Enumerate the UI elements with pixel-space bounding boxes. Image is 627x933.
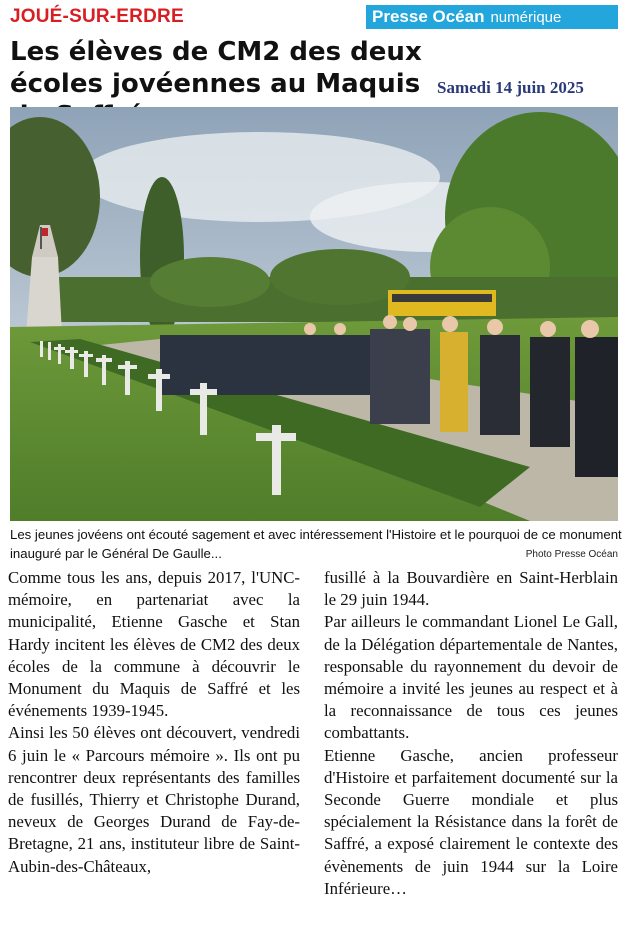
paragraph: Par ailleurs le commandant Lionel Le Gall, de la Délégation départementale de Nantes, responsable du rayonnement du devoir de mémoire a invité les jeunes au respect et à la reconnaissance de tous ces jeunes combattants. bbox=[324, 612, 618, 743]
section-kicker: JOUÉ-SUR-ERDRE bbox=[10, 6, 184, 27]
photo-credit: Photo Presse Océan bbox=[525, 549, 618, 560]
photo-caption: Les jeunes jovéens ont écouté sagement et avec intéressement l'Histoire et le pourquoi de ce monument inauguré par le Général De Gaulle... bbox=[10, 527, 622, 561]
article-column-2 bbox=[324, 567, 618, 900]
article-photo bbox=[10, 107, 618, 521]
publication-date: Samedi 14 juin 2025 bbox=[437, 78, 584, 97]
brand-sub: numérique bbox=[490, 8, 562, 26]
paragraph: Ainsi les 50 élèves ont découvert, vendredi 6 juin le « Parcours mémoire ». Ils ont pu rencontrer deux représentants des familles de fusillés, Thierry et Christophe Durand, neveux de Georges Durand de Fay-de-Bretagne, 21 ans, instituteur libre de Saint-Aubin-des-Châteaux, bbox=[8, 723, 300, 876]
paragraph: Etienne Gasche, ancien professeur d'Histoire et parfaitement documenté sur la Seconde Guerre mondiale et plus spécialement la Résistance dans la forêt de Saffré, a exposé clairement le contexte des évènements de juin 1944 sur la Loire Inférieure… bbox=[324, 745, 618, 898]
brand-main: Presse Océan bbox=[372, 7, 485, 26]
paragraph: fusillé à la Bouvardière en Saint-Herblain le 29 juin 1944. bbox=[324, 568, 618, 610]
brand-logo bbox=[366, 5, 618, 29]
article-column-1 bbox=[8, 567, 300, 878]
paragraph: Comme tous les ans, depuis 2017, l'UNC-mémoire, en partenariat avec la municipalité, Etienne Gasche et Stan Hardy incitent les élèves de CM2 des deux écoles de la commune à découvrir le Monument du Maquis de Saffré et les événements 1939-1945. bbox=[8, 568, 300, 721]
headline: Les élèves de CM2 des deux écoles jovéennes au Maquis bbox=[10, 37, 422, 99]
